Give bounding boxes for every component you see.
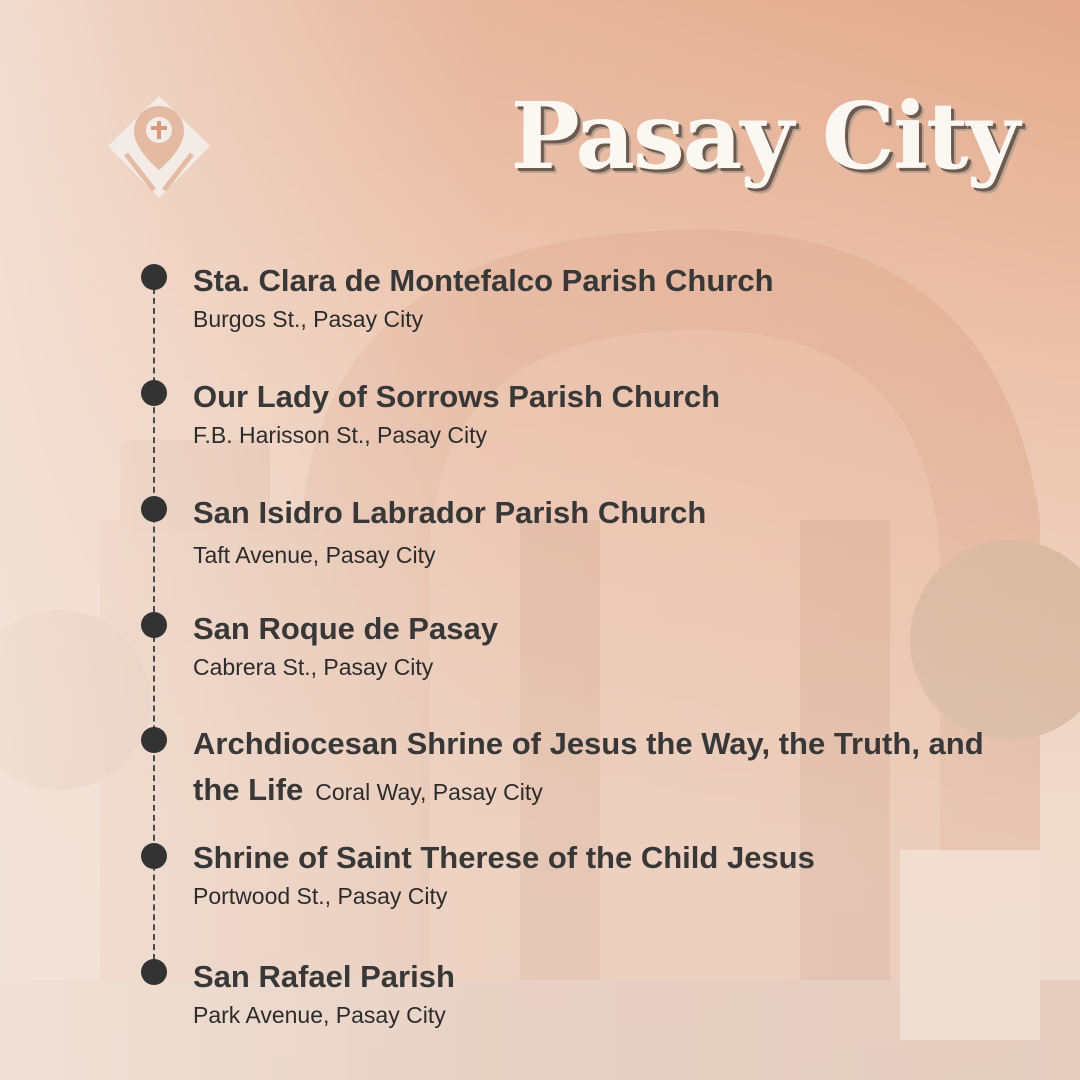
list-item	[193, 374, 1033, 450]
church-address: F.B. Harisson St., Pasay City	[193, 422, 487, 448]
timeline-dot	[141, 496, 167, 522]
timeline-dot	[141, 380, 167, 406]
church-address: Coral Way, Pasay City	[315, 779, 543, 805]
timeline-dot	[141, 959, 167, 985]
timeline-dot	[141, 612, 167, 638]
list-item	[193, 606, 1033, 682]
church-address: Cabrera St., Pasay City	[193, 654, 434, 680]
church-name: San Rafael Parish	[193, 959, 455, 994]
church-name: San Isidro Labrador Parish Church	[193, 495, 707, 530]
church-address: Burgos St., Pasay City	[193, 306, 424, 332]
list-item	[193, 835, 1033, 911]
church-name	[193, 721, 1023, 815]
church-name: Our Lady of Sorrows Parish Church	[193, 379, 721, 414]
church-address: Park Avenue, Pasay City	[193, 1002, 446, 1028]
page-title: Pasay City	[510, 82, 1018, 190]
church-name: Sta. Clara de Montefalco Parish Church	[193, 263, 774, 298]
list-item	[193, 490, 1033, 570]
list-item	[193, 258, 1033, 334]
list-item	[193, 721, 1023, 815]
church-address: Portwood St., Pasay City	[193, 883, 448, 909]
church-name: San Roque de Pasay	[193, 611, 498, 646]
timeline-dot	[141, 843, 167, 869]
church-name: Shrine of Saint Therese of the Child Jesus	[193, 840, 815, 875]
church-address: Taft Avenue, Pasay City	[193, 542, 436, 568]
timeline-dot	[141, 264, 167, 290]
church-name-text: Archdiocesan Shrine of Jesus the Way, the Truth, and the Life	[193, 726, 984, 807]
list-item	[193, 954, 1033, 1030]
timeline-dot	[141, 727, 167, 753]
